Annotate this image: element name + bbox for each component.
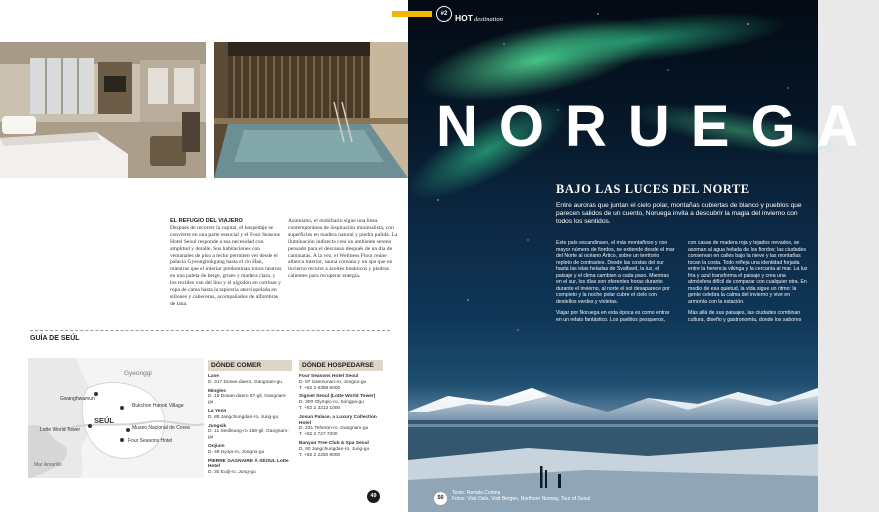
paragraph: Más allá de sus paisajes, las ciudades combinan cultura, diseño y gastronomía, donde los sabores: [688, 310, 802, 323]
paragraph: con casas de madera roja y tejados nevados, se asoman al agua helada de los fiordos; las ciudades conservan en calles bajo la nieve y las montañas tocan la costa. Todo refleja una identidad forjada entre la herencia vikinga y la cercanía al mar. La luz fría y azul transforma el paisaje y crea una atmósfera difícil de comparar con cualquier otra. En medio de esa quietud, la vida sigue un ritmo: la gente celebra la calma del invierno y vive en armonía con la estación.: [688, 240, 808, 305]
guide-title: GUÍA DE SEÚL: [30, 335, 80, 342]
list-item: [208, 409, 292, 421]
restaurant-name: Jungsik: [208, 423, 227, 429]
article-intro: Entre auroras que juntan el cielo polar, montañas cubiertas de blanco y pueblos que parecen salidos de un cuento, Noruega invita a descubrir la magia del invierno con todos los sentidos.: [556, 202, 802, 226]
list-item: [208, 389, 292, 406]
map-label-museum: Museo Nacional de Corea: [132, 425, 190, 431]
page-number-right: 50: [434, 492, 447, 505]
restaurant-name: Mingles: [208, 388, 226, 394]
paragraph: Viajar por Noruega en esta época es como entrar en un relato fantástico. Los pueblos pesqueros,: [556, 310, 670, 323]
article-text-2: Asimismo, el mobiliario sigue una línea contemporánea de inspiración minimalista, con superficies en madera natural y piedra pulida. La iluminación indirecta crea un ambiente sereno pensado para el descanso después de un día de caminatas. A la vez, el Wellness Floor reúne alberca interior, sauna coreana y un spa que en invierno recurre a aceites botánicos y piedras calientes para recuperar energía.: [288, 218, 398, 280]
article-column-right-2: [688, 240, 808, 323]
hotel-name: Four Seasons Hotel Seoul: [299, 374, 359, 379]
left-page: [0, 0, 408, 512]
map-label-hanok: Bukchon Hanok Village: [132, 403, 184, 409]
restaurant-name: Lase: [208, 374, 219, 379]
hotel-phone: T. +82 2 3213 1000: [299, 405, 341, 411]
hotel-name: Banyan Tree Club & Spa Seoul: [299, 440, 369, 446]
list-item: [208, 424, 292, 441]
photo-credits: [452, 490, 590, 502]
hotel-phone: T. +82 2 727 7200: [299, 432, 338, 438]
hotel-address: D. 60 Jangchungdan-ro, Jung-gu: [299, 446, 370, 452]
restaurant-address: D. 317 Dosan-daero, Gangnam-gu: [208, 379, 282, 385]
list-item: [299, 374, 383, 391]
hotel-phone: T. +82 2 6388 5000: [299, 385, 341, 391]
map-pin-hanok: [120, 406, 124, 410]
restaurant-address: D. 30 Eulji-ro, Jung-gu: [208, 470, 256, 476]
article-subhead: BAJO LAS LUCES DEL NORTE: [556, 182, 750, 196]
article-column-1: [170, 218, 282, 308]
hotel-pool-photo: [214, 42, 408, 178]
map-label-seoul: SEÚL: [94, 416, 115, 425]
section-accent-bar: [392, 11, 432, 17]
page-number-left: 49: [367, 490, 380, 503]
credits-text: Texto: Renata Cortina: [452, 490, 501, 496]
hotel-address: D. 97 Saemunan-ro, Jongno-gu: [299, 379, 367, 385]
page-title: NORUEGA: [436, 94, 879, 159]
hotel-address: D. 231 Teheran-ro, Gangnam-gu: [299, 426, 369, 432]
map-label-sea: Mar Amarillo: [34, 462, 62, 468]
article-section-title: EL REFUGIO DEL VIAJERO: [170, 218, 243, 224]
hotel-bedroom-photo: [0, 42, 206, 178]
list-item: [299, 394, 383, 411]
where-to-stay-list: [299, 360, 383, 458]
map-label-gyeonggi: Gyeonggi: [124, 370, 152, 377]
hotel-address: D. 300 Olympic-ro, Songpa-gu: [299, 400, 364, 406]
article-column-2: [288, 218, 400, 280]
map-pin-fourseasons: [120, 438, 124, 442]
map-pin-lotte: [88, 424, 92, 428]
restaurant-name: La Yeon: [208, 408, 227, 414]
seoul-map: [28, 358, 204, 478]
map-label-lotte: Lotte World Tower: [40, 427, 81, 433]
guide-divider: [30, 330, 390, 331]
where-to-eat-heading: DÓNDE COMER: [208, 360, 292, 371]
restaurant-name: PIERRE GAGNAIRE À SÉOUL Lotte Hotel: [208, 458, 289, 470]
restaurant-address: D. 49 Hyoja-ro, Jongno-gu: [208, 449, 265, 455]
article-column-right-1: [556, 240, 676, 323]
list-item: [208, 374, 292, 386]
restaurant-address: D. 11 Seolleung-ro 158-gil, Gangnam-gu: [208, 429, 289, 441]
section-label-destination: destination: [473, 16, 503, 23]
section-label-hot: HOT: [455, 13, 473, 23]
map-pin-museum: [126, 428, 130, 432]
restaurant-address: D. 88 Jangchungdan-ro, Jung-gu: [208, 414, 279, 420]
article-text-1: Después de recorrer la capital, el hospedaje se convierte en una parte esencial y el Four Seasons Hotel Seoul responde a esa necesidad con amplitud y detalle. Sus habitaciones con ventanales de piso a techo permiten ver desde el palacio Gyeongbokgung hasta el río Han, mientras que el interior predominan tonos neutros en una paleta de beige, grises y madera clara, y los textiles van del lino y el algodón en cortinas y ropa de cama hasta la tapicería aterciopelada en sillones y cabeceras, acompañados de alfombras de lana.: [170, 224, 282, 307]
map-label-fourseasons: Four Seasons Hotel: [128, 438, 173, 444]
list-item: [299, 441, 383, 458]
list-item: [299, 415, 383, 438]
list-item: [208, 459, 292, 476]
restaurant-name: Onjium: [208, 443, 225, 449]
list-item: [208, 444, 292, 456]
section-number-badge: #2: [436, 6, 452, 22]
where-to-stay-heading: DÓNDE HOSPEDARSE: [299, 360, 383, 371]
paragraph: Este país escandinavo, el más montañoso y con mayor número de fiordos, se extiende desde el mar del Norte al océano Ártico, sobre un territorio repleto de contrastes. Desde las costas del sur hasta las islas heladas de Svalbard, la luz, el paisaje y el clima cambian a cada paso. Mientras en el sur, los días son oferentes horas durante durante el invierno, al norte el sol desaparece por completo y la noche polar cubre el cielo con destellos verdes y violetas.: [556, 240, 675, 305]
restaurant-address: D. 19 Dosan-daero 67-gil, Gangnam-gu: [208, 394, 287, 406]
section-label: [455, 8, 503, 26]
map-label-gwanghwamun: Gwanghwamun: [60, 396, 95, 402]
where-to-eat-list: [208, 360, 292, 476]
credits-photos: Fotos: Visit Oslo, Visit Bergen, Northern Norway, Tour of Seoul: [452, 496, 591, 503]
hotel-name: Josun Palace, a Luxury Collection Hotel: [299, 414, 377, 426]
hotel-phone: T. +82 2 2250 8000: [299, 452, 341, 458]
hotel-name: Signiel Seoul (Lotte World Tower): [299, 394, 376, 400]
